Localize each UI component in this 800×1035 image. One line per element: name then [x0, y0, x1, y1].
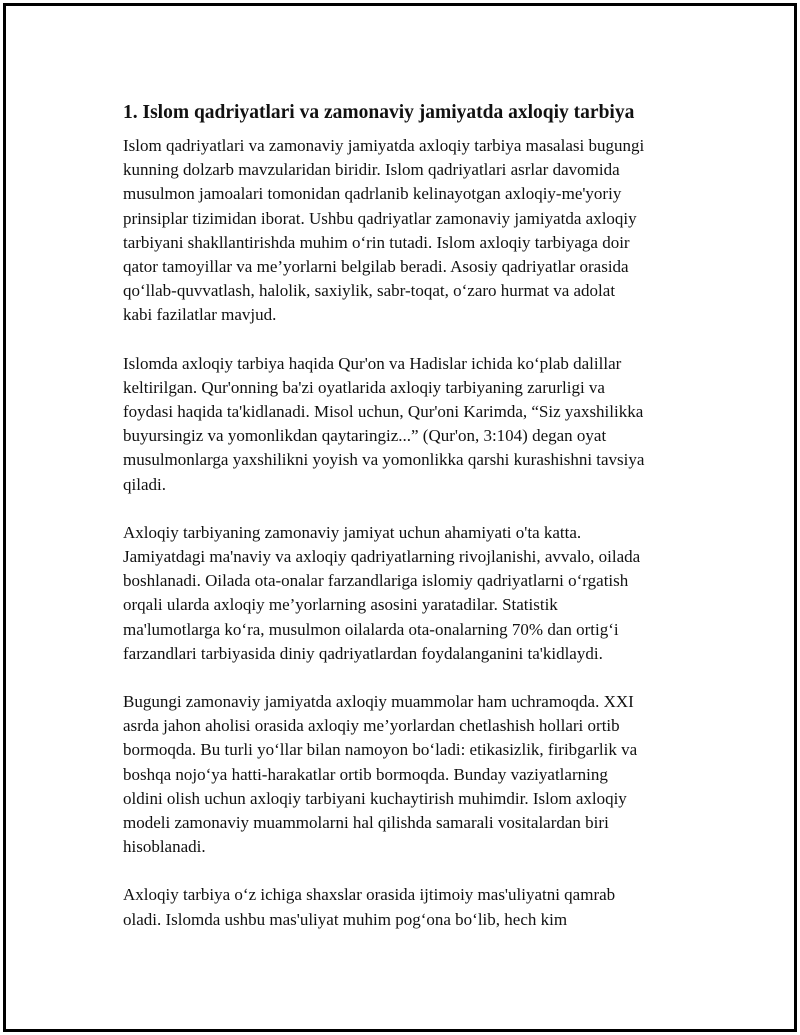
- paragraph: [123, 883, 708, 931]
- text-line: Axloqiy tarbiyaning zamonaviy jamiyat uchun ahamiyati o'ta katta.: [123, 522, 582, 542]
- text-line: hisoblanadi.: [123, 837, 206, 857]
- text-line: oldini olish uchun axloqiy tarbiyani kuchaytirish muhimdir. Islom axloqiy: [123, 788, 627, 808]
- text-line: prinsiplar tizimidan iborat. Ushbu qadriyatlar zamonaviy jamiyatda axloqiy: [123, 208, 637, 228]
- text-line: Bugungi zamonaviy jamiyatda axloqiy muammolar ham uchramoqda. XXI: [123, 692, 634, 712]
- text-line: Jamiyatdagi ma'naviy va axloqiy qadriyatlarning rivojlanishi, avvalo, oilada: [123, 547, 641, 567]
- paragraph: [123, 521, 708, 666]
- text-line: keltirilgan. Qur'onning ba'zi oyatlarida axloqiy tarbiyaning zarurligi va: [123, 377, 605, 397]
- text-line: bormoqda. Bu turli yo‘llar bilan namoyon bo‘ladi: etikasizlik, firibgarlik va: [123, 740, 638, 760]
- paragraph: [123, 134, 708, 328]
- text-line: orqali ularda axloqiy me’yorlarning asosini yaratadilar. Statistik: [123, 595, 558, 615]
- text-line: qo‘llab-quvvatlash, halolik, saxiylik, sabr-toqat, o‘zaro hurmat va adolat: [123, 281, 616, 301]
- paragraph: [123, 352, 708, 497]
- text-line: boshlanadi. Oilada ota-onalar farzandlariga islomiy qadriyatlarni o‘rgatish: [123, 571, 629, 591]
- text-line: qator tamoyillar va me’yorlarni belgilab beradi. Asosiy qadriyatlar orasida: [123, 257, 629, 277]
- text-line: Axloqiy tarbiya o‘z ichiga shaxslar orasida ijtimoiy mas'uliyatni qamrab: [123, 885, 616, 905]
- text-line: boshqa nojo‘ya hatti-harakatlar ortib bormoqda. Bunday vaziyatlarning: [123, 764, 608, 784]
- text-line: kabi fazilatlar mavjud.: [123, 305, 277, 325]
- text-line: buyursingiz va yomonlikdan qaytaringiz...” (Qur'on, 3:104) degan oyat: [123, 426, 607, 446]
- text-line: tarbiyani shakllantirishda muhim o‘rin tutadi. Islom axloqiy tarbiyaga doir: [123, 232, 630, 252]
- section-heading: 1. Islom qadriyatlari va zamonaviy jamiyatda axloqiy tarbiya: [123, 102, 635, 123]
- text-line: asrda jahon aholisi orasida axloqiy me’yorlardan chetlashish hollari ortib: [123, 716, 620, 736]
- text-line: farzandlari tarbiyasida diniy qadriyatlardan foydalanganini ta'kidlaydi.: [123, 643, 603, 663]
- text-line: Islom qadriyatlari va zamonaviy jamiyatda axloqiy tarbiya masalasi bugungi: [123, 136, 645, 155]
- document-body: [123, 100, 708, 956]
- text-line: oladi. Islomda ushbu mas'uliyat muhim pog‘ona bo‘lib, hech kim: [123, 909, 568, 929]
- paragraph: [123, 690, 708, 859]
- paragraph-list: [123, 134, 708, 932]
- text-line: ma'lumotlarga ko‘ra, musulmon oilalarda ota-onalarning 70% dan ortig‘i: [123, 619, 619, 639]
- text-line: modeli zamonaviy muammolarni hal qilishda samarali vositalardan biri: [123, 813, 609, 833]
- text-line: qiladi.: [123, 474, 166, 494]
- text-line: musulmon jamoalari tomonidan qadrlanib kelinayotgan axloqiy-me'yoriy: [123, 184, 622, 204]
- page-frame: [3, 3, 797, 1032]
- text-line: musulmonlarga yaxshilikni yoyish va yomonlikka qarshi kurashishni tavsiya: [123, 450, 645, 470]
- text-line: kunning dolzarb mavzularidan biridir. Islom qadriyatlari asrlar davomida: [123, 160, 620, 180]
- text-line: foydasi haqida ta'kidlanadi. Misol uchun, Qur'oni Karimda, “Siz yaxshilikka: [123, 402, 644, 422]
- text-line: Islomda axloqiy tarbiya haqida Qur'on va Hadislar ichida ko‘plab dalillar: [123, 353, 622, 373]
